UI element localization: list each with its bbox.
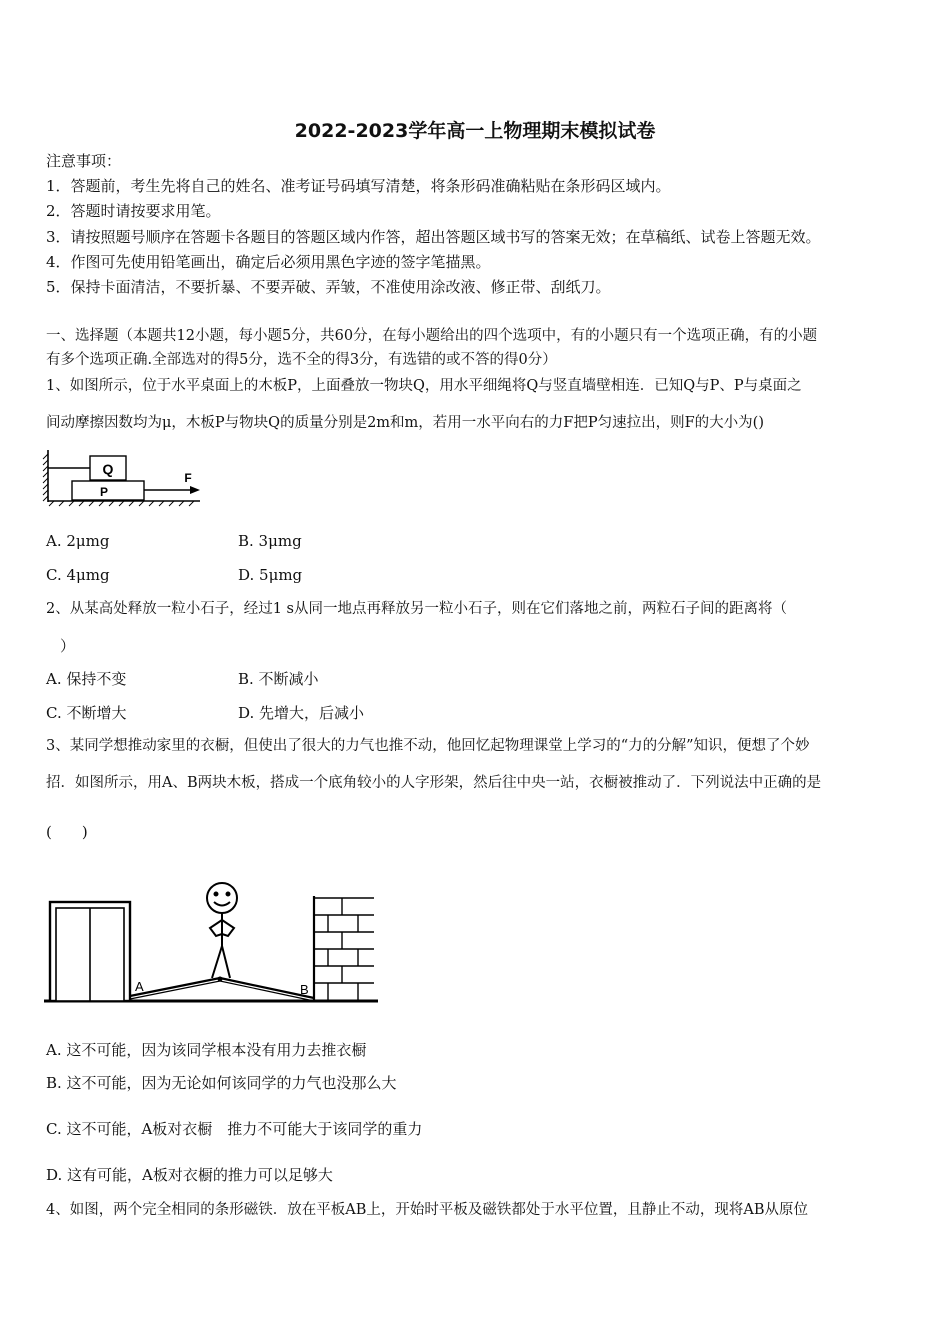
q2-option-a: A. 保持不变 <box>46 670 127 688</box>
q3-stem: 3、某同学想推动家里的衣橱，但使出了很大的力气也推不动，他回忆起物理课堂上学习的“力的分解”知识，便想了个妙 <box>46 738 810 754</box>
q1-stem: 1、如图所示，位于水平桌面上的木板P，上面叠放一物块Q，用水平细绳将Q与竖直墙壁相连．已知Q与P、P与桌面之 <box>46 378 802 394</box>
q3-option-d: D. 这有可能，A板对衣橱的推力可以足够大 <box>46 1166 333 1184</box>
section-heading: 一、选择题（本题共12小题，每小题5分，共60分，在每小题给出的四个选项中，有的小题只有一个选项正确，有的小题 <box>46 328 818 344</box>
student <box>207 883 237 978</box>
q3-stem-cont: 招．如图所示，用A、B两块木板，搭成一个底角较小的人字形架，然后往中央一站，衣橱被推动了．下列说法中正确的是 <box>46 775 822 791</box>
q1-option-c: C. 4μmg <box>46 566 110 584</box>
notice-item: 3．请按照题号顺序在答题卡各题目的答题区域内作答，超出答题区域书写的答案无效；在草稿纸、试卷上答题无效。 <box>46 228 821 246</box>
q2-option-d: D. 先增大，后减小 <box>238 704 365 722</box>
q3-figure <box>44 878 378 1008</box>
q1-option-d: D. 5μmg <box>238 566 303 584</box>
notice-item: 1．答题前，考生先将自己的姓名、准考证号码填写清楚，将条形码准确粘贴在条形码区域内。 <box>46 177 671 195</box>
q3-option-c: C. 这不可能，A板对衣橱 推力不可能大于该同学的重力 <box>46 1120 423 1138</box>
notice-item: 4．作图可先使用铅笔画出，确定后必须用黑色字迹的签字笔描黑。 <box>46 253 491 271</box>
q2-option-b: B. 不断减小 <box>238 670 319 688</box>
notice-item: 5．保持卡面清洁，不要折暴、不要弄破、弄皱，不准使用涂改液、修正带、刮纸刀。 <box>46 278 611 296</box>
label-b: B <box>300 982 309 997</box>
label-p: P <box>99 485 109 499</box>
q2-stem-cont: ） <box>60 637 76 655</box>
q3-stem-paren: ( ) <box>46 823 88 841</box>
q4-stem: 4、如图，两个完全相同的条形磁铁．放在平板AB上，开始时平板及磁铁都处于水平位置，且静止不动，现将AB从原位 <box>46 1202 808 1218</box>
q1-stem-cont: 间动摩擦因数均为μ，木板P与物块Q的质量分别是2m和m，若用一水平向右的力F把P匀速拉出，则F的大小为() <box>46 415 764 431</box>
page-title: 2022-2023学年高一上物理期末模拟试卷 <box>294 120 656 142</box>
notice-item: 2．答题时请按要求用笔。 <box>46 202 221 220</box>
section-heading-cont: 有多个选项正确.全部选对的得5分，选不全的得3分，有选错的或不答的得0分） <box>46 352 557 368</box>
q2-option-c: C. 不断增大 <box>46 704 127 722</box>
q3-option-b: B. 这不可能，因为无论如何该同学的力气也没那么大 <box>46 1074 397 1092</box>
label-a: A <box>135 979 144 994</box>
q3-option-a: A. 这不可能，因为该同学根本没有用力去推衣橱 <box>46 1041 367 1059</box>
q2-stem: 2、从某高处释放一粒小石子，经过1 s从同一地点再释放另一粒小石子，则在它们落地之前，两粒石子间的距离将（ <box>46 601 787 617</box>
q1-option-b: B. 3μmg <box>238 532 302 550</box>
q1-figure <box>42 448 204 508</box>
wardrobe <box>50 902 130 1001</box>
label-f: F <box>184 471 192 485</box>
brick-wall <box>314 896 374 1001</box>
label-q: Q <box>102 461 114 477</box>
notice-heading: 注意事项： <box>46 152 122 170</box>
q1-option-a: A. 2μmg <box>46 532 110 550</box>
